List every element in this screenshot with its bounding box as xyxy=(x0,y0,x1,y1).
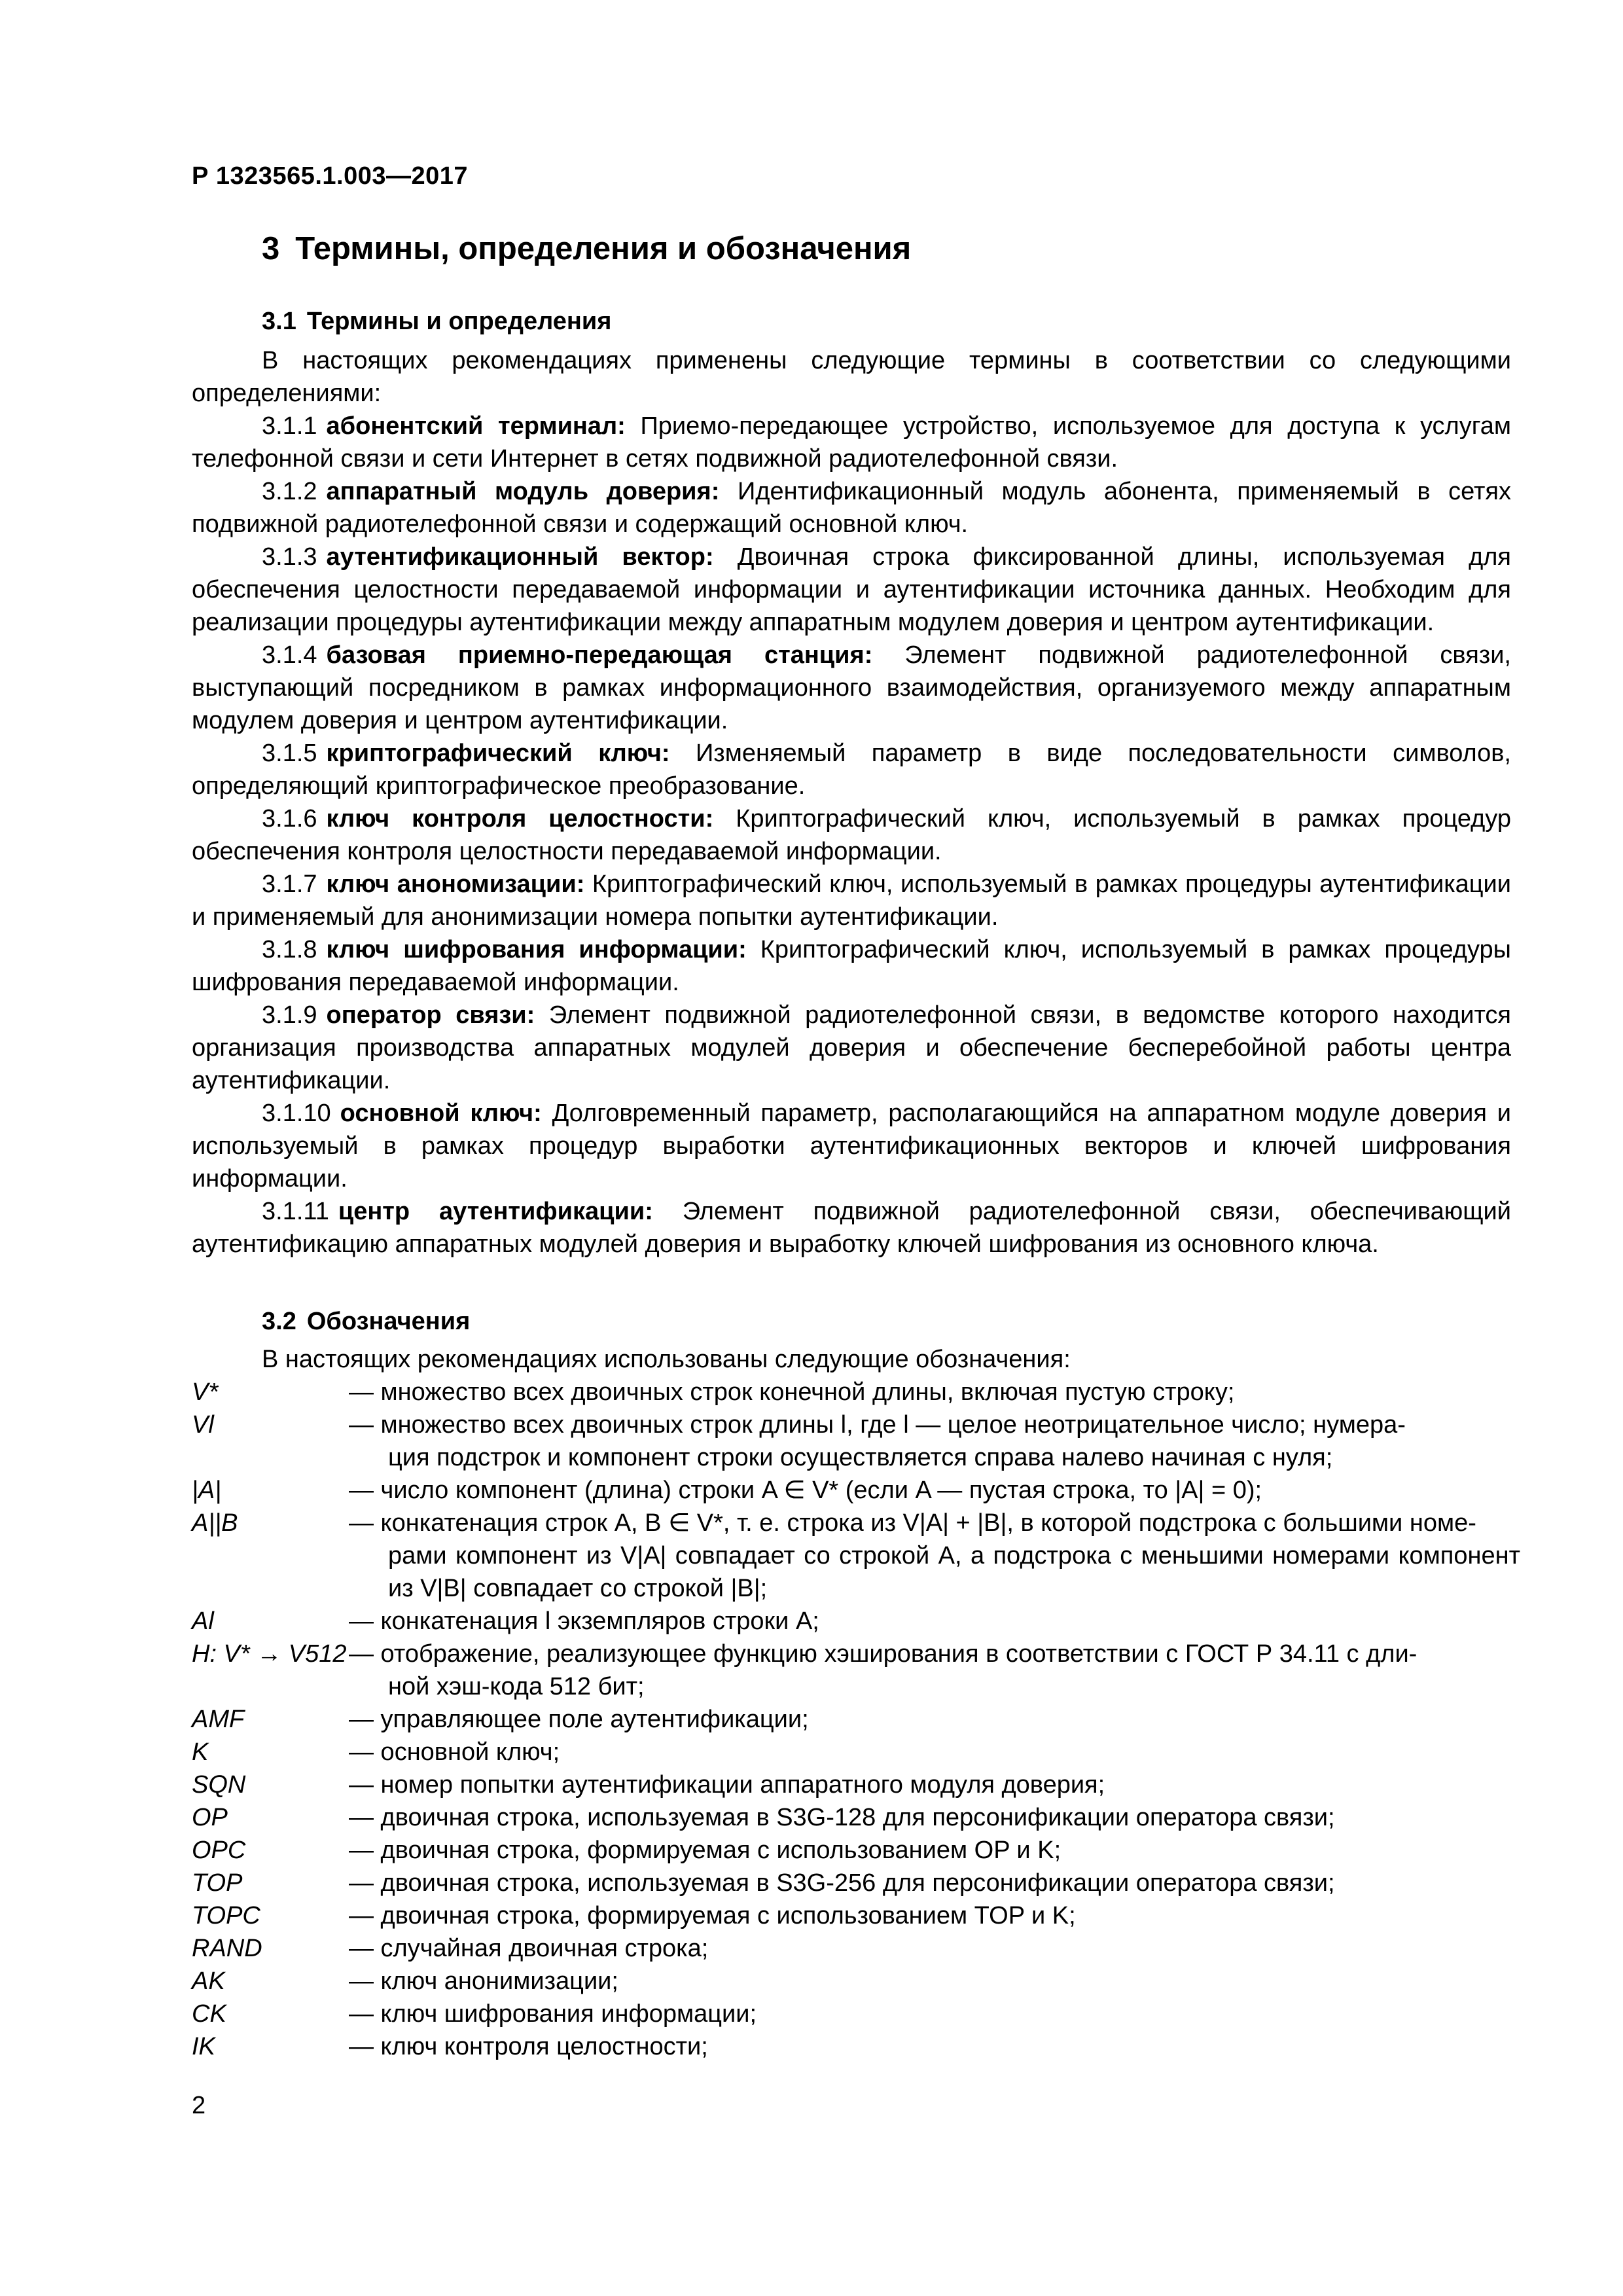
symbol-row xyxy=(192,1932,1520,1965)
symbol-row xyxy=(192,1474,1520,1507)
term-entry: 3.1.5 криптографический ключ: Изменяемый параметр в виде последовательности символов, определяющий криптографическое преобразование. xyxy=(192,740,1511,800)
term-entry: 3.1.3 аутентификационный вектор: Двоичная строка фиксированной длины, используемая для обеспечения целостности передаваемой информации и аутентификации источника данных. Необходим для реализации процедуры аутентификации между аппаратным модулем доверия и центром аутентификации. xyxy=(192,543,1512,636)
symbol-term: OP xyxy=(192,1804,228,1831)
subsection-heading-terms xyxy=(262,308,611,336)
term-entry: 3.1.4 базовая приемно-передающая станция: Элемент подвижной радиотелефонной связи, выступающий посредником в рамках информационного взаимодействия, организуемого между аппаратным модулем доверия и центром аутентификации. xyxy=(192,641,1511,734)
term-definition: Идентификационный модуль абонента, применяемый в сетях подвижной радиотелефонной связи и содержащий основной ключ. xyxy=(192,478,1511,538)
symbol-term: AK xyxy=(192,1967,225,1995)
symbol-term: K xyxy=(192,1738,209,1766)
symbol-description: — множество всех двоичных строк длины l, где l — целое неотрицательное число; нумера- xyxy=(349,1411,1406,1439)
symbol-term: IK xyxy=(192,2033,215,2060)
term-name: центр аутентификации: xyxy=(338,1198,653,1225)
term-name: ключ анономизации: xyxy=(326,870,585,898)
symbol-description: — ключ шифрования информации; xyxy=(349,2000,757,2028)
term-entry: 3.1.9 оператор связи: Элемент подвижной радиотелефонной связи, в ведомстве которого находится организация производства аппаратных модулей доверия и обеспечение бесперебойной работы центра аутентификации. xyxy=(192,1001,1511,1094)
term-entry: 3.1.10 основной ключ: Долговременный параметр, располагающийся на аппаратном модуле доверия и используемый в рамках процедур выработки аутентификационных векторов и ключей шифрования информации. xyxy=(192,1100,1511,1193)
symbol-row xyxy=(192,1801,1520,1834)
symbol-description: — ключ контроля целостности; xyxy=(349,2033,708,2060)
symbol-description-cont: ция подстрок и компонент строки осуществляется справа налево начиная с нуля; xyxy=(388,1444,1333,1471)
symbol-row xyxy=(192,1605,1520,1638)
term-definition: Элемент подвижной радиотелефонной связи, обеспечивающий аутентификацию аппаратных модулей доверия и выработку ключей шифрования из основного ключа. xyxy=(192,1198,1511,1258)
symbol-description: — случайная двоичная строка; xyxy=(349,1935,709,1962)
term-definition: Криптографический ключ, используемый в рамках процедуры шифрования передаваемой информации. xyxy=(192,936,1511,996)
section-title: Термины, определения и обозначения xyxy=(295,231,912,266)
term-name: аутентификационный вектор: xyxy=(326,543,714,571)
symbol-row xyxy=(192,1736,1520,1768)
term-definition: Долговременный параметр, располагающийся на аппаратном модуле доверия и используемый в рамках процедур выработки аутентификационных векторов и ключей шифрования информации. xyxy=(192,1100,1511,1193)
symbol-row xyxy=(192,1408,1520,1474)
term-name: абонентский терминал: xyxy=(326,412,626,440)
term-entry: 3.1.11 центр аутентификации: Элемент подвижной радиотелефонной связи, обеспечивающий аутентификацию аппаратных модулей доверия и выработку ключей шифрования из основного ключа. xyxy=(192,1198,1511,1258)
symbol-description: — конкатенация строк A, B ∈ V*, т. е. строка из V|A| + |B|, в которой подстрока с большими номе- xyxy=(349,1509,1476,1537)
term-name: ключ шифрования информации: xyxy=(326,936,747,963)
document-header: Р 1323565.1.003—2017 xyxy=(192,162,469,190)
symbol-description: — конкатенация l экземпляров строки A; xyxy=(349,1607,819,1635)
symbol-row xyxy=(192,1376,1520,1408)
symbol-description: — номер попытки аутентификации аппаратного модуля доверия; xyxy=(349,1771,1105,1799)
symbol-row xyxy=(192,1899,1520,1932)
subsection-number: 3.1 xyxy=(262,308,296,335)
symbol-row xyxy=(192,2030,1520,2063)
symbol-description: — двоичная строка, формируемая с использованием OP и K; xyxy=(349,1837,1061,1864)
symbol-description: — двоичная строка, используемая в S3G-128 для персонификации оператора связи; xyxy=(349,1804,1335,1831)
symbols-intro: В настоящих рекомендациях использованы следующие обозначения: xyxy=(262,1346,1071,1373)
term-definition: Криптографический ключ, используемый в рамках процедуры аутентификации и применяемый для анонимизации номера попытки аутентификации. xyxy=(192,870,1511,931)
symbol-description: — двоичная строка, используемая в S3G-256 для персонификации оператора связи; xyxy=(349,1869,1335,1897)
symbol-term: Vl xyxy=(192,1411,214,1439)
symbol-row xyxy=(192,1507,1520,1605)
symbol-description-cont: рами компонент из V|A| совпадает со строкой A, а подстрока с меньшими номерами компонент из V|B| совпадает со строкой |B|; xyxy=(388,1542,1520,1602)
terms-intro: В настоящих рекомендациях применены следующие термины в соответствии со следующими определениями: xyxy=(192,347,1511,407)
symbol-row xyxy=(192,1638,1520,1703)
subsection-title: Обозначения xyxy=(306,1308,471,1335)
symbol-description: — множество всех двоичных строк конечной длины, включая пустую строку; xyxy=(349,1378,1235,1406)
symbol-row xyxy=(192,1834,1520,1867)
section-heading xyxy=(262,230,911,267)
symbols-list xyxy=(192,1343,1520,2063)
symbol-term: TOPC xyxy=(192,1902,260,1929)
symbol-term: RAND xyxy=(192,1935,262,1962)
terms-body xyxy=(192,344,1511,1261)
term-definition: Криптографический ключ, используемый в рамках процедур обеспечения контроля целостности передаваемой информации. xyxy=(192,805,1511,865)
symbol-term: Al xyxy=(192,1607,214,1635)
subsection-heading-symbols xyxy=(262,1308,470,1336)
symbol-description: — управляющее поле аутентификации; xyxy=(349,1706,809,1733)
symbol-description: — отображение, реализующее функцию хэширования в соответствии с ГОСТ Р 34.11 с дли- xyxy=(349,1640,1418,1668)
symbol-row xyxy=(192,1965,1520,1998)
symbol-description: — число компонент (длина) строки A ∈ V* (если A — пустая строка, то |A| = 0); xyxy=(349,1477,1262,1504)
term-name: ключ контроля целостности: xyxy=(326,805,714,833)
term-definition: Двоичная строка фиксированной длины, используемая для обеспечения целостности передаваемой информации и аутентификации источника данных. Необходим для реализации процедуры аутентификации между аппаратным модулем доверия и центром аутентификации. xyxy=(192,543,1512,636)
term-name: криптографический ключ: xyxy=(326,740,670,767)
symbol-term: SQN xyxy=(192,1771,246,1799)
symbol-description: — двоичная строка, формируемая с использованием TOP и K; xyxy=(349,1902,1076,1929)
term-definition: Элемент подвижной радиотелефонной связи, в ведомстве которого находится организация производства аппаратных модулей доверия и обеспечение бесперебойной работы центра аутентификации. xyxy=(192,1001,1511,1094)
symbol-term: H: V* → V512 xyxy=(192,1640,347,1668)
symbol-description: — основной ключ; xyxy=(349,1738,560,1766)
term-name: базовая приемно-передающая станция: xyxy=(326,641,873,669)
term-entry: 3.1.1 абонентский терминал: Приемо-передающее устройство, используемое для доступа к услугам телефонной связи и сети Интернет в сетях подвижной радиотелефонной связи. xyxy=(192,412,1512,473)
symbol-description-cont: ной хэш-кода 512 бит; xyxy=(388,1673,645,1700)
term-entry: 3.1.7 ключ анономизации: Криптографический ключ, используемый в рамках процедуры аутентификации и применяемый для анонимизации номера попытки аутентификации. xyxy=(192,870,1511,931)
section-number: 3 xyxy=(262,231,280,266)
symbol-row xyxy=(192,1867,1520,1899)
page-number: 2 xyxy=(192,2092,206,2119)
symbol-term: V* xyxy=(192,1378,219,1406)
symbol-term: OPC xyxy=(192,1837,246,1864)
term-entry: 3.1.8 ключ шифрования информации: Криптографический ключ, используемый в рамках процедуры шифрования передаваемой информации. xyxy=(192,936,1511,996)
symbol-row xyxy=(192,1768,1520,1801)
subsection-number: 3.2 xyxy=(262,1308,296,1335)
term-definition: Приемо-передающее устройство, используемое для доступа к услугам телефонной связи и сети Интернет в сетях подвижной радиотелефонной связи. xyxy=(192,412,1512,473)
term-definition: Изменяемый параметр в виде последовательности символов, определяющий криптографическое преобразование. xyxy=(192,740,1511,800)
term-entry: 3.1.2 аппаратный модуль доверия: Идентификационный модуль абонента, применяемый в сетях подвижной радиотелефонной связи и содержащий основной ключ. xyxy=(192,478,1511,538)
symbol-term: TOP xyxy=(192,1869,243,1897)
term-definition: Элемент подвижной радиотелефонной связи, выступающий посредником в рамках информационного взаимодействия, организуемого между аппаратным модулем доверия и центром аутентификации. xyxy=(192,641,1511,734)
symbol-row xyxy=(192,1703,1520,1736)
term-name: аппаратный модуль доверия: xyxy=(326,478,720,505)
term-name: основной ключ: xyxy=(340,1100,542,1127)
symbol-term: CK xyxy=(192,2000,226,2028)
symbol-term: A||B xyxy=(192,1509,238,1537)
symbol-description: — ключ анонимизации; xyxy=(349,1967,618,1995)
term-entry: 3.1.6 ключ контроля целостности: Криптографический ключ, используемый в рамках процедур обеспечения контроля целостности передаваемой информации. xyxy=(192,805,1511,865)
subsection-title: Термины и определения xyxy=(306,308,612,335)
symbol-term: |A| xyxy=(192,1477,222,1504)
symbol-row xyxy=(192,1998,1520,2030)
term-name: оператор связи: xyxy=(326,1001,535,1029)
symbol-term: AMF xyxy=(192,1706,245,1733)
